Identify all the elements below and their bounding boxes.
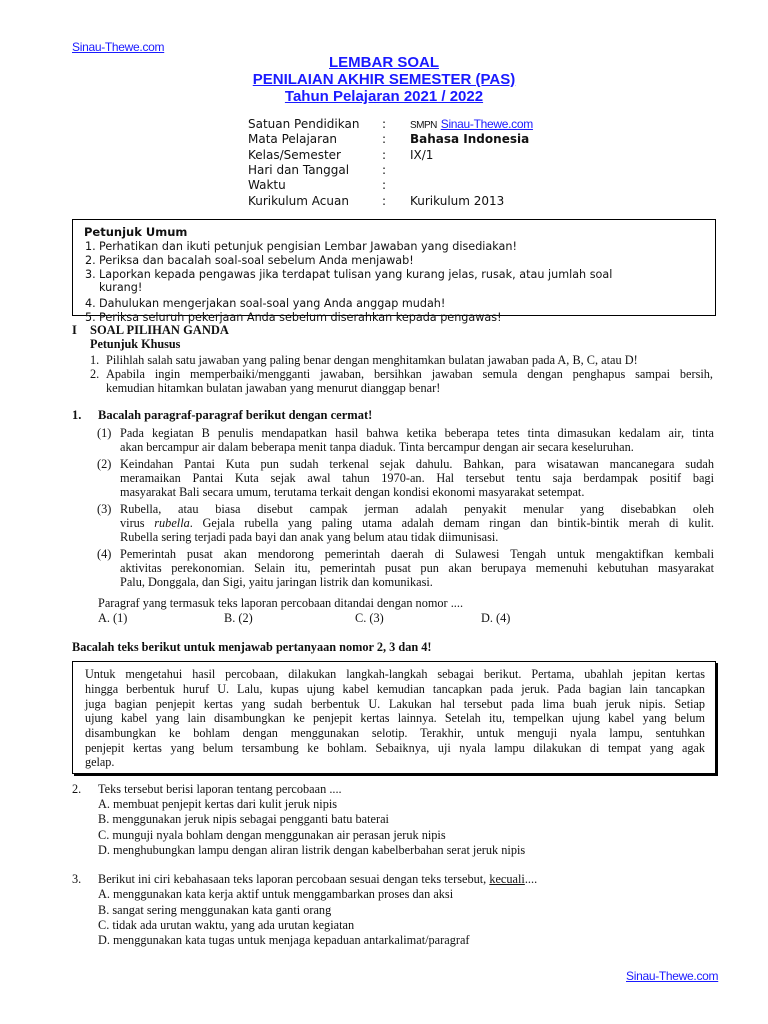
school-link[interactable]: Sinau-Thewe.com	[440, 117, 533, 131]
paragraph-line: Pemerintah pusat akan mendorong pemerintah daerah di Sulawesi Tengah untuk mengaktifkan kembali	[120, 547, 714, 561]
doc-subtitle: PENILAIAN AKHIR SEMESTER (PAS)	[252, 71, 516, 88]
identity-colon: :	[382, 163, 387, 177]
identity-value: Bahasa Indonesia	[410, 132, 530, 146]
option-a[interactable]: A. (1)	[98, 611, 128, 625]
option-c[interactable]: C. munguji nyala bohlam dengan menggunakan air perasan jeruk nipis	[98, 828, 446, 842]
identity-label: Mata Pelajaran	[248, 132, 338, 146]
general-instructions-heading: Petunjuk Umum	[84, 225, 188, 239]
instruction-item: 2. Periksa dan bacalah soal-soal sebelum Anda menjawab!	[85, 254, 414, 267]
list-number: 1.	[90, 353, 100, 367]
italic-term: rubella	[154, 516, 190, 530]
option-c[interactable]: C. (3)	[355, 611, 384, 625]
paragraph-number: (3)	[97, 502, 112, 516]
kecuali-underline: kecuali	[489, 872, 525, 886]
paragraph-line: Rubella sering terjadi pada bayi dan anak yang belum atau tidak diimunisasi.	[120, 530, 499, 544]
doc-title: LEMBAR SOAL	[329, 54, 439, 71]
identity-colon: :	[382, 117, 387, 131]
reading-passage-box	[72, 661, 716, 774]
instruction-item: 3. Laporkan kepada pengawas jika terdapat tulisan yang kurang jelas, rusak, atau jumlah soal	[85, 268, 613, 281]
identity-label: Kelas/Semester	[248, 148, 341, 162]
option-b[interactable]: B. menggunakan jeruk nipis sebagai pengganti batu baterai	[98, 812, 389, 826]
paragraph-line: akan bercampur air dalam beberapa menit tanpa diaduk. Tinta bercampur dengan air secara keseluruhan.	[120, 440, 634, 454]
instruction-line: Apabila ingin memperbaiki/mengganti jawaban, bersihkan jawaban semula dengan penghapus sampai bersih,	[106, 367, 713, 381]
identity-label: Hari dan Tanggal	[248, 163, 350, 177]
question-number: 1.	[72, 408, 82, 422]
passage-line: gelap.	[85, 755, 115, 769]
paragraph-line: aktivitas perekonomian. Selain itu, pemerintah pusat pun akan berupaya memenuhi kebutuhan masyarakat	[120, 561, 714, 575]
school-prefix: SMPN	[410, 120, 437, 131]
question-number: 3.	[72, 872, 82, 886]
instruction-item: 4. Dahulukan mengerjakan soal-soal yang Anda anggap mudah!	[85, 297, 446, 310]
instruction-line: Pilihlah salah satu jawaban yang paling benar dengan menghitamkan bulatan jawaban pada A, B, C, atau D!	[106, 353, 638, 367]
identity-label: Waktu	[248, 178, 286, 192]
paragraph-line: Keindahan Pantai Kuta pun sudah terkenal sejak dahulu. Bahkan, para wisatawan mancanegara sudah	[120, 457, 714, 471]
list-number: 2.	[90, 367, 100, 381]
general-instructions-box	[72, 219, 716, 324]
question-stem: Berikut ini ciri kebahasaan teks laporan percobaan sesuai dengan teks tersebut, kecuali....	[98, 872, 538, 886]
option-a[interactable]: A. membuat penjepit kertas dari kulit jeruk nipis	[98, 797, 338, 811]
special-instructions-heading: Petunjuk Khusus	[90, 337, 181, 351]
paragraph-number: (2)	[97, 457, 112, 471]
passage-line: disambungkan ke bohlam dengan menggunakan selotip. Terakhir, untuk menguji nyala lampu, sentuhkan	[85, 726, 705, 740]
paragraph-number: (1)	[97, 426, 112, 440]
option-d[interactable]: D. menghubungkan lampu dengan aliran listrik dengan kabelberbahan serat jeruk nipis	[98, 843, 526, 857]
instruction-item: kurang!	[99, 281, 143, 294]
identity-label: Satuan Pendidikan	[248, 117, 360, 131]
question-stem: Teks tersebut berisi laporan tentang percobaan ....	[98, 782, 342, 796]
paragraph-line: Palu, Donggala, dan Sigi, yaitu jaringan listrik dan komunikasi.	[120, 575, 433, 589]
option-b[interactable]: B. (2)	[224, 611, 253, 625]
option-b[interactable]: B. sangat sering menggunakan kata ganti orang	[98, 903, 332, 917]
option-c[interactable]: C. tidak ada urutan waktu, yang ada urutan kegiatan	[98, 918, 355, 932]
paragraph-line: Pada kegiatan B penulis mendapatkan hasil bahwa ketika beberapa tetes tinta dimasukan kedalam air, tinta	[120, 426, 714, 440]
source-link-bottom[interactable]: Sinau-Thewe.com	[626, 969, 719, 983]
passage-line: Untuk mengetahui hasil percobaan, dilakukan langkah-langkah sebagai berikut. Pertama, ubahlah jepitan kertas	[85, 667, 705, 681]
question-text: Paragraf yang termasuk teks laporan percobaan ditandai dengan nomor ....	[98, 596, 464, 610]
paragraph-number: (4)	[97, 547, 112, 561]
question-stem: Bacalah paragraf-paragraf berikut dengan cermat!	[98, 408, 373, 422]
passage-line: hingga berbentuk huruf U. Lalu, kupas ujung kabel kemudian tancapkan pada jeruk. Pada bagian lain tancapkan	[85, 682, 705, 696]
identity-value: Kurikulum 2013	[410, 194, 505, 208]
question-number: 2.	[72, 782, 82, 796]
paragraph-line: masyarakat Bali secara umum, terutama terkait dengan kondisi ekonomi masyarakat setempat.	[120, 485, 585, 499]
identity-value: IX/1	[410, 148, 434, 162]
passage-line: juga bagian penjepit kertas yang sudah berbentuk U. Lakukan hal tersebut pada lima buah jeruk nipis. Setiap	[85, 697, 705, 711]
school-year: Tahun Pelajaran 2021 / 2022	[284, 88, 484, 105]
identity-colon: :	[382, 178, 387, 192]
section-number: I	[72, 323, 77, 337]
reading-instruction: Bacalah teks berikut untuk menjawab pertanyaan nomor 2, 3 dan 4!	[72, 640, 432, 654]
paragraph-line: virus rubella. Gejala rubella yang paling utama adalah demam ringan dan bintik-bintik merah di kulit.	[120, 516, 714, 530]
passage-line: ujung kabel yang lain disambungkan ke penjepit kertas lainnya. Setelah itu, tempelkan ujung kabel yang belum	[85, 711, 705, 725]
identity-colon: :	[382, 132, 387, 146]
section-title: SOAL PILIHAN GANDA	[90, 323, 229, 337]
option-a[interactable]: A. menggunakan kata kerja aktif untuk menggambarkan proses dan aksi	[98, 887, 454, 901]
instruction-item: 5. Periksa seluruh pekerjaan Anda sebelum diserahkan kepada pengawas!	[85, 311, 502, 324]
source-link-top[interactable]: Sinau-Thewe.com	[72, 40, 165, 54]
instruction-item: 1. Perhatikan dan ikuti petunjuk pengisian Lembar Jawaban yang disediakan!	[85, 240, 517, 253]
paragraph-line: meramaikan Pantai Kuta sejak awal tahun 1970-an. Hal tersebut tentu saja berdampak positif bagi	[120, 471, 714, 485]
identity-colon: :	[382, 148, 387, 162]
option-d[interactable]: D. menggunakan kata tugas untuk menjaga kepaduan antarkalimat/paragraf	[98, 933, 470, 947]
paragraph-line: Rubella, atau biasa disebut campak jerman adalah penyakit menular yang disebabkan oleh	[120, 502, 714, 516]
identity-colon: :	[382, 194, 387, 208]
identity-value	[410, 117, 533, 133]
option-d[interactable]: D. (4)	[481, 611, 511, 625]
instruction-line: kemudian hitamkan bulatan jawaban yang menurut dianggap benar!	[106, 381, 441, 395]
passage-line: penjepit kertas yang belum tersambung ke bohlam. Sebaiknya, uji nyala lampu dilakukan di tempat yang agak	[85, 741, 705, 755]
identity-label: Kurikulum Acuan	[248, 194, 349, 208]
